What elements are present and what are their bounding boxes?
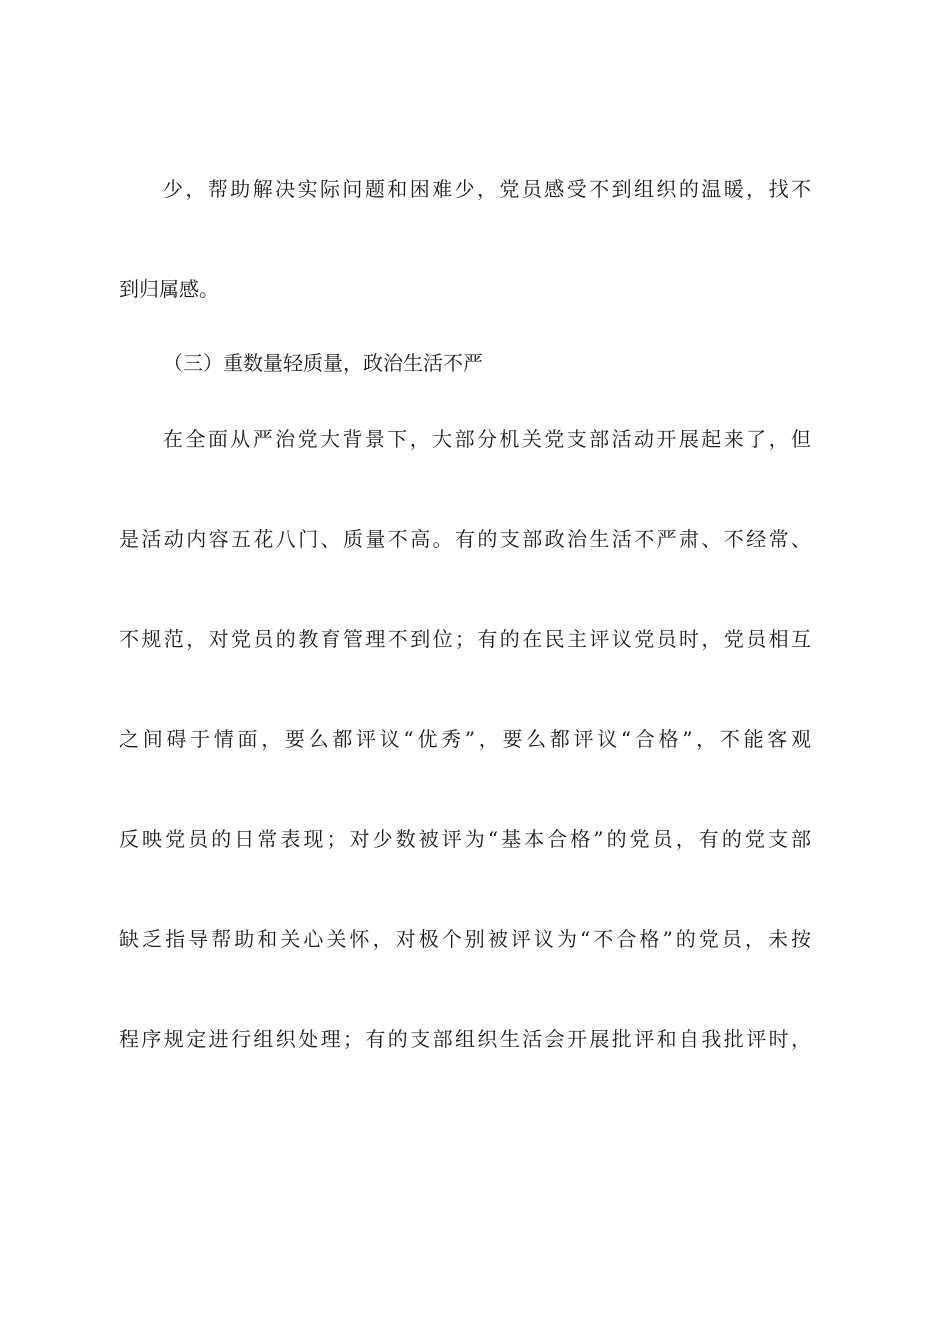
section-heading: （三）重数量轻质量，政治生活不严: [163, 351, 483, 375]
paragraph-line-2: 到归属感。: [119, 277, 219, 301]
paragraph-line-1: 少，帮助解决实际问题和困难少，党员感受不到组织的温暖，找不: [163, 177, 811, 201]
paragraph-line-9: 程序规定进行组织处理；有的支部组织生活会开展批评和自我批评时，: [119, 1027, 811, 1051]
paragraph-line-7: 反映党员的日常表现；对少数被评为“基本合格”的党员，有的党支部: [119, 827, 811, 851]
paragraph-line-4: 是活动内容五花八门、质量不高。有的支部政治生活不严肃、不经常、: [119, 527, 811, 551]
paragraph-line-5: 不规范，对党员的教育管理不到位；有的在民主评议党员时，党员相互: [119, 627, 811, 651]
paragraph-line-8: 缺乏指导帮助和关心关怀，对极个别被评议为“不合格”的党员，未按: [119, 927, 811, 951]
paragraph-line-6: 之间碍于情面，要么都评议“优秀”，要么都评议“合格”，不能客观: [119, 727, 811, 751]
paragraph-line-3: 在全面从严治党大背景下，大部分机关党支部活动开展起来了，但: [163, 427, 811, 451]
